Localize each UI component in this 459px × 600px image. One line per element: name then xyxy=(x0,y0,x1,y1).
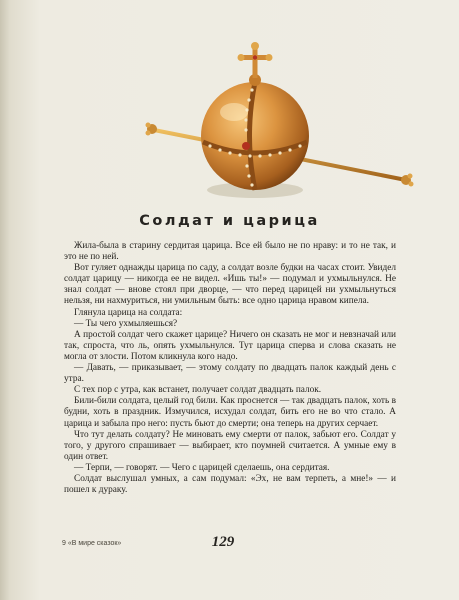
signature-mark: 9 «В мире сказок» xyxy=(62,540,122,547)
paragraph: — Терпи, — говорят. — Чего с царицей сделаешь, она сердитая. xyxy=(74,462,330,473)
page-number: 129 xyxy=(211,534,235,550)
page-footer xyxy=(64,534,404,554)
imperial-orb-image xyxy=(140,38,420,208)
paragraph: Что тут делать солдату? Не миновать ему смерти от палок, забьют его. Солдат у того, у другого спрашивает — выбирает, кто поумней считается. А умные ему в один ответ. xyxy=(64,429,396,462)
paragraph: А простой солдат чего скажет царице? Ничего он сказать не мог и невзначай или так, спроста, что ль, опять ухмыльнулся. Тут царица сперва и слова сказать не могла от злости. Потом кликнула кого надо. xyxy=(64,329,396,362)
paragraph: Вот гуляет однажды царица по саду, а солдат возле будки на часах стоит. Увидел солдат царицу — никогда ее не видел. «Ишь ты!» — подумал и ухмыльнулся. Не знал солдат — вновe стоял при дворце, — что перед царицей ни ухмыльнуться нельзя, ни нахмуриться, ни умильным быть: все одно царица нравом кипела. xyxy=(64,263,396,307)
paragraph: Били-били солдата, целый год били. Как проснется — так двадцать палок, хоть в будни, хоть в праздник. Измучился, исхудал солдат, бить его не во что стало. А царица и забыла про него: пусть бьют до смерти; она теперь на других серчает. xyxy=(64,396,396,429)
paragraph: — Ты чего ухмыляешься? xyxy=(74,318,178,329)
paragraph: Жила-была в старину сердитая царица. Все ей было не по нраву: и то не так, и это не по ней. xyxy=(64,241,396,263)
paragraph: Глянула царица на солдата: xyxy=(74,307,183,318)
paragraph: С тех пор с утра, как встанет, получает солдат двадцать палок. xyxy=(74,385,322,396)
orb-illustration xyxy=(140,38,420,208)
story-text xyxy=(64,241,396,496)
paragraph: — Давать, — приказывает, — этому солдату по двадцать палок каждый день с утра. xyxy=(64,363,396,385)
paragraph: Солдат выслушал умных, а сам подумал: «Эх, не вам терпеть, а мне!» — и пошел к дураку. xyxy=(64,473,396,496)
story-title: Солдат и царица xyxy=(139,213,320,229)
